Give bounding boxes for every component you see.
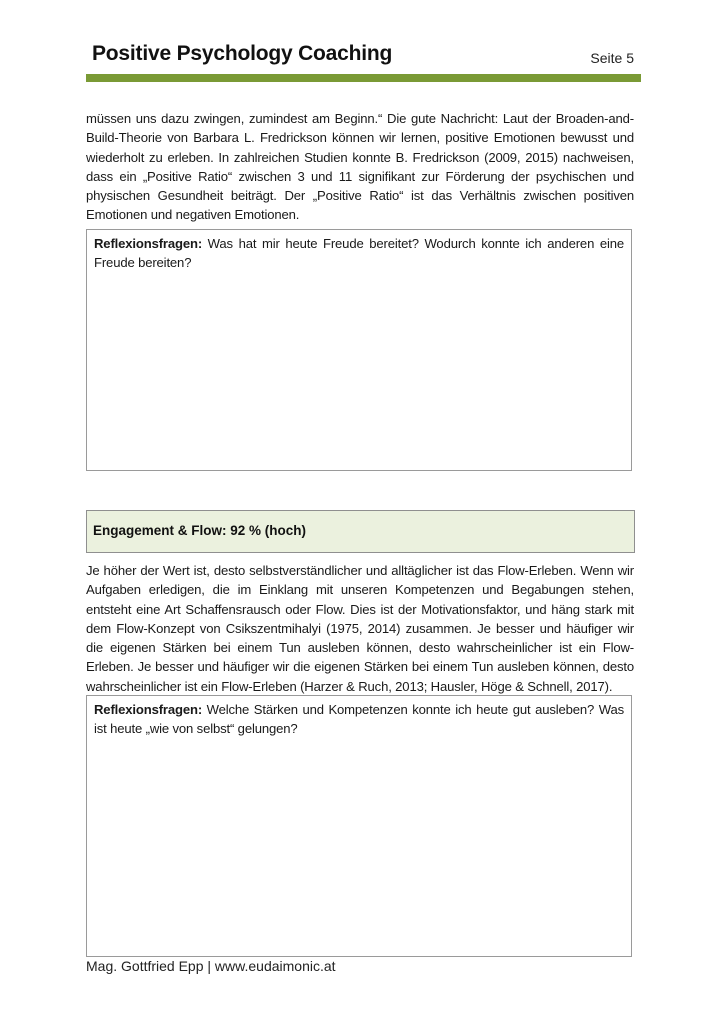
footer-author: Mag. Gottfried Epp | www.eudaimonic.at [86,958,336,974]
header-title: Positive Psychology Coaching [92,42,393,65]
reflection-label: Reflexionsfragen: [94,702,203,717]
intro-paragraph: müssen uns dazu zwingen, zumindest am Beginn.“ Die gute Nachricht: Laut der Broaden-and-Build-Theorie von Barbara L. Fredrickson können wir lernen, positive Emotionen bewusst und wiederholt zu erleben. In zahlreichen Studien konnte B. Fredrickson (2009, 2015) nachweisen, dass ein „Positive Ratio“ zwischen 3 und 11 signifikant zur Förderung der psychischen und physischen Gesundheit beiträgt. Der „Positive Ratio“ ist das Verhältnis zwischen positiven Emotionen und negativen Emotionen. [86,111,634,223]
reflection-question: Welche Stärken und Kompetenzen konnte ich heute gut ausleben? Was ist heute „wie von selbst“ gelungen? [94,702,624,737]
section-heading-engagement-flow: Engagement & Flow: 92 % (hoch) [86,510,635,553]
page-number: Seite 5 [590,50,634,66]
reflection-question: Was hat mir heute Freude bereitet? Wodurch konnte ich anderen eine Freude bereiten? [94,236,624,271]
reflection-box-joy[interactable] [86,229,632,471]
engagement-flow-paragraph: Je höher der Wert ist, desto selbstverständlicher und alltäglicher ist das Flow-Erleben. Wenn wir Aufgaben erledigen, die im Einklang mit unseren Kompetenzen und Begabungen stehen, entsteht eine Art Schaffensrausch oder Flow. Dies ist der Motivationsfaktor, und häng stark mit dem Flow-Konzept von Csikszentmihalyi (1975, 2014) zusammen. Je besser und häufiger wir die eigenen Stärken bei einem Tun ausleben können, desto wahrscheinlicher ist ein Flow-Erleben. Je besser und häufiger wir die eigenen Stärken bei einem Tun ausleben können, desto wahrscheinlicher ist ein Flow-Erleben (Harzer & Ruch, 2013; Hausler, Höge & Schnell, 2017). [86,563,634,694]
reflection-box-strengths[interactable] [86,695,632,957]
header-divider [86,74,641,82]
reflection-label: Reflexionsfragen: [94,236,203,251]
